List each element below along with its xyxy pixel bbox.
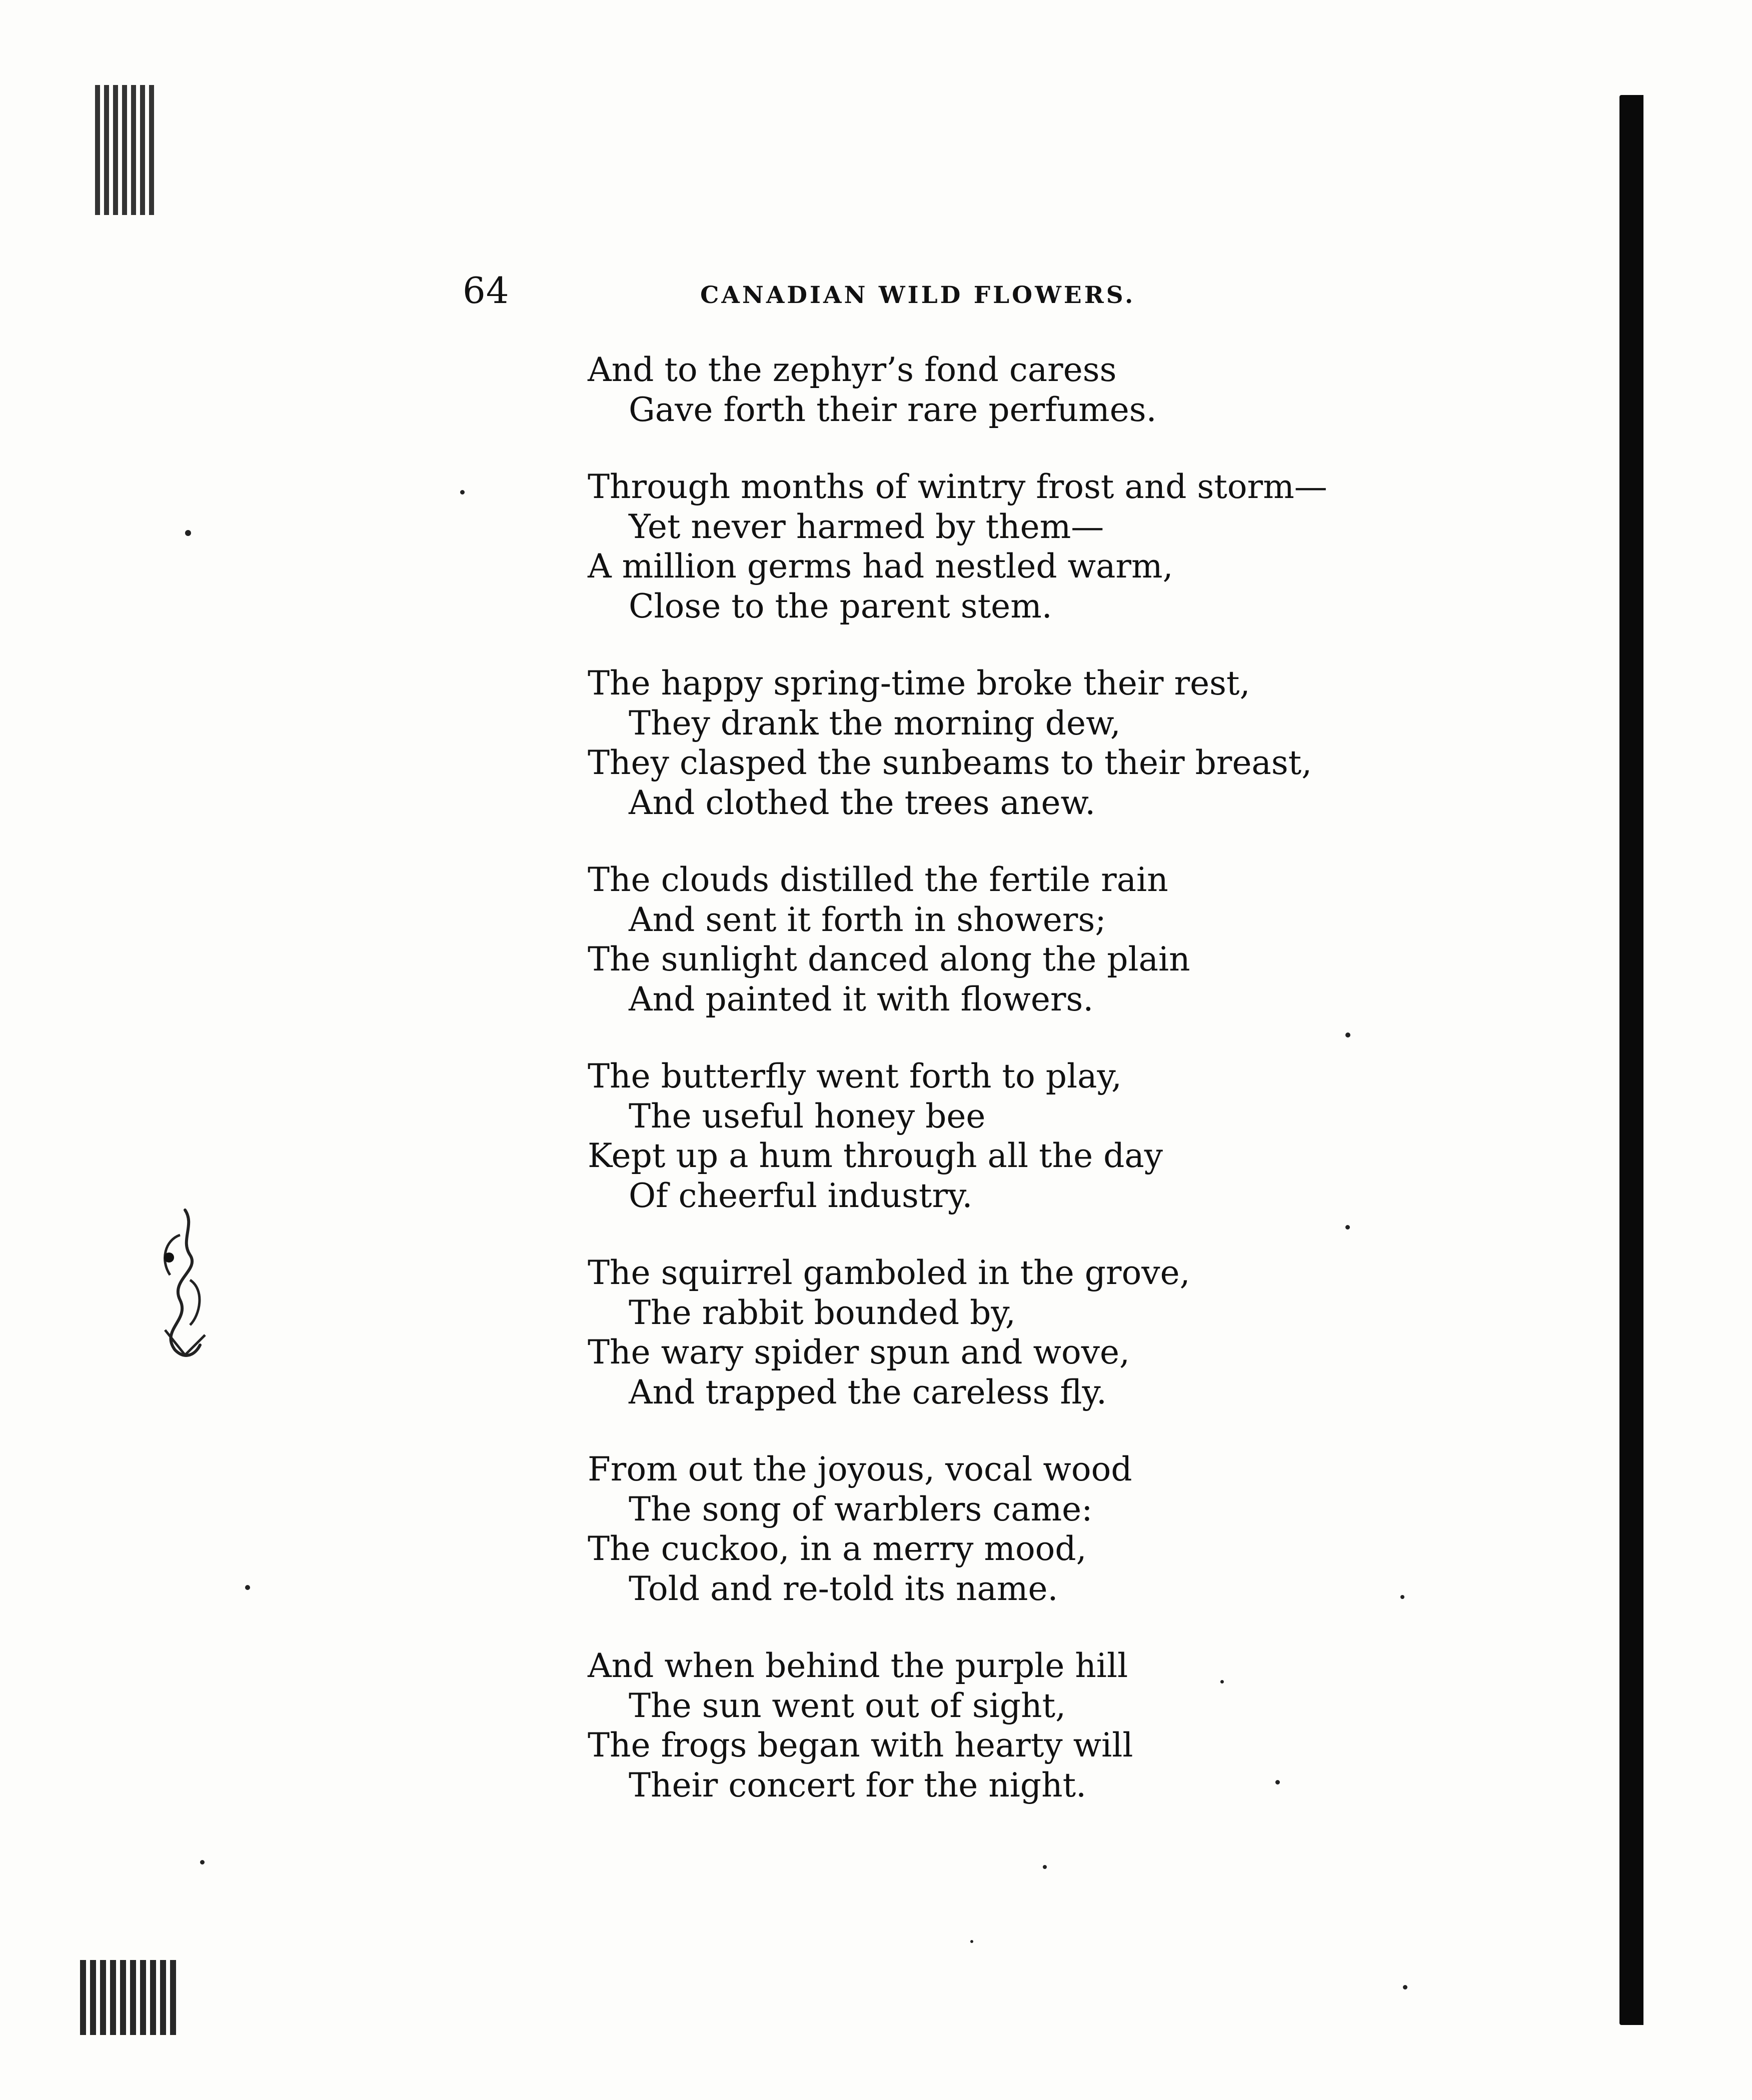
poem-line: The clouds distilled the fertile rain [588,860,1168,899]
poem-line: Gave forth their rare perfumes. [629,390,1157,429]
poem-line: The sun went out of sight, [629,1686,1066,1725]
running-title: CANADIAN WILD FLOWERS. [700,282,1136,309]
stanza [588,1646,1413,1805]
poem-line: The rabbit bounded by, [629,1293,1016,1332]
stanza [588,1450,1413,1608]
poem-line: Through months of wintry frost and storm— [588,468,1327,506]
poem-line: The wary spider spun and wove, [588,1333,1130,1372]
pressed-flower-stain [150,1205,215,1365]
scan-speck [185,530,191,536]
scan-speck [245,1585,250,1590]
scan-speck [1403,1985,1407,1990]
scan-speck [1400,1595,1404,1599]
poem-line: The song of warblers came: [629,1490,1093,1528]
scan-speck [1345,1225,1350,1230]
poem-line: They clasped the sunbeams to their breast, [588,744,1312,782]
poem-line: They drank the morning dew, [629,704,1121,742]
poem-line: The frogs began with hearty will [588,1726,1133,1764]
scan-speck [200,1860,205,1864]
poem-line: From out the joyous, vocal wood [588,1450,1132,1488]
poem-line: And sent it forth in showers; [629,900,1106,939]
stanza [588,350,1413,430]
poem-line: A million germs had nestled warm, [588,547,1173,586]
poem-line: Kept up a hum through all the day [588,1136,1163,1175]
scan-speck [460,490,465,494]
stanza [588,664,1413,822]
poem-line: The butterfly went forth to play, [588,1057,1122,1096]
poem-line: And clothed the trees anew. [629,783,1096,822]
poem-line: The squirrel gamboled in the grove, [588,1254,1190,1292]
poem-line: And when behind the purple hill [588,1646,1128,1685]
stanza [588,860,1413,1019]
poem-line: The sunlight danced along the plain [588,940,1190,978]
poem-line: Told and re-told its name. [629,1569,1058,1608]
stanza [588,1056,1413,1216]
stanza [588,467,1413,626]
scan-speck [1043,1865,1047,1869]
poem-line: And painted it with flowers. [629,980,1094,1018]
poem-body [588,350,1413,1842]
stanza [588,1253,1413,1412]
page-number: 64 [463,270,510,312]
poem-line: Their concert for the night. [629,1766,1087,1804]
poem-line: Close to the parent stem. [629,586,1052,626]
poem-line: The happy spring-time broke their rest, [588,664,1250,702]
poem-line: And to the zephyr’s fond caress [588,350,1117,389]
poem-line: And trapped the careless fly. [629,1372,1107,1412]
poem-line: The cuckoo, in a merry mood, [588,1530,1087,1568]
page-edge-shadow [1619,95,1643,2025]
scan-speck [970,1940,973,1943]
scan-speck [1345,1032,1350,1038]
poem-line: Of cheerful industry. [629,1176,973,1215]
poem-line: The useful honey bee [629,1096,986,1136]
poem-line: Yet never harmed by them— [629,507,1104,546]
scan-speck [1220,1680,1224,1684]
binding-edge [75,85,205,2035]
scan-speck [1275,1780,1280,1784]
